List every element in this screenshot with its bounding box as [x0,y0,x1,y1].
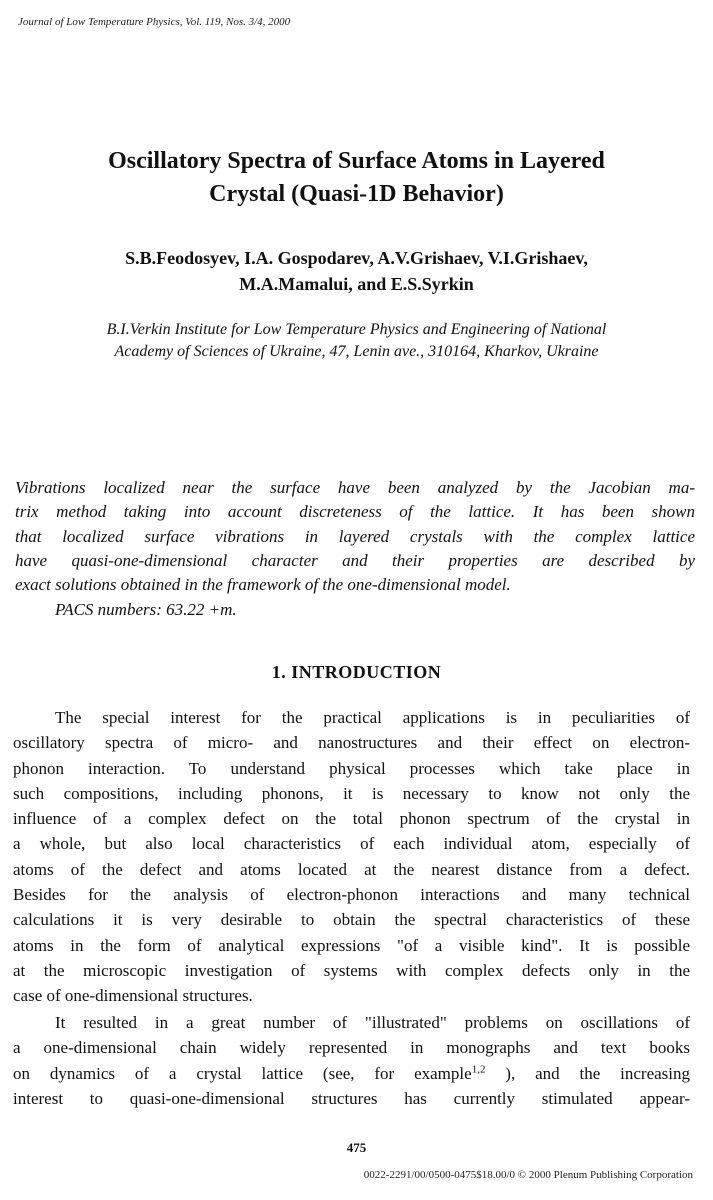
abstract-line: that localized surface vibrations in layered crystals with the complex lattice [15,526,695,546]
affiliation-line-1: B.I.Verkin Institute for Low Temperature Physics and Engineering of National [106,321,607,338]
paragraph-line: atoms of the defect and atoms located at the nearest distance from a defect. [13,859,690,879]
abstract-line: Vibrations localized near the surface have been analyzed by the Jacobian ma- [15,478,695,497]
page-number: 475 [346,1140,367,1155]
pacs-numbers: PACS numbers: 63.22 +m. [55,600,237,619]
intro-paragraph-1 [13,705,690,1009]
paper-title [0,145,713,211]
paragraph-line: case of one-dimensional structures. [13,986,253,1006]
section-heading: 1. INTRODUCTION [271,662,442,682]
abstract-line: exact solutions obtained in the framework of the one-dimensional model. [15,575,511,595]
paragraph-line: interest to quasi-one-dimensional structures has currently stimulated appear- [13,1088,690,1108]
paragraph-line: phonon interaction. To understand physical processes which take place in [13,758,690,778]
paragraph-line: oscillatory spectra of micro- and nanostructures and their effect on electron- [13,733,690,753]
title-line-2: Crystal (Quasi-1D Behavior) [209,181,504,207]
journal-header: Journal of Low Temperature Physics, Vol. 119, Nos. 3/4, 2000 [18,16,291,28]
paragraph-line: a one-dimensional chain widely represented in monographs and text books [13,1038,690,1058]
title-line-1: Oscillatory Spectra of Surface Atoms in Layered [108,148,605,174]
paragraph-line [13,1061,690,1086]
paragraph-line: a whole, but also local characteristics of each individual atom, especially of [13,834,690,854]
authors-line-1: S.B.Feodosyev, I.A. Gospodarev, A.V.Grishaev, V.I.Grishaev, [125,248,588,268]
abstract-line: trix method taking into account discreteness of the lattice. It has been shown [15,502,695,522]
abstract-line: have quasi-one-dimensional character and their properties are described by [15,550,695,570]
paragraph-line: such compositions, including phonons, it is necessary to know not only the [13,783,690,803]
authors-line-2: M.A.Mamalui, and E.S.Syrkin [239,274,474,294]
paragraph-line: calculations it is very desirable to obtain the spectral characteristics of these [13,910,690,930]
citation-reference: 1,2 [471,1062,486,1075]
paragraph-line: It resulted in a great number of "illustrated" problems on oscillations of [55,1013,690,1032]
paragraph-line: The special interest for the practical applications is in peculiarities of [55,708,690,727]
paragraph-line: at the microscopic investigation of systems with complex defects only in the [13,960,690,980]
intro-paragraph-2 [13,1010,690,1111]
paragraph-line: atoms in the form of analytical expressions "of a visible kind". It is possible [13,935,690,955]
affiliation-line-2: Academy of Sciences of Ukraine, 47, Lenin ave., 310164, Kharkov, Ukraine [114,343,599,360]
author-list [20,245,693,297]
citation-text-after: ), and the increasing [485,1063,690,1083]
abstract [15,476,695,597]
affiliation [24,319,689,363]
copyright-footer: 0022-2291/00/0500-0475$18.00/0 © 2000 Plenum Publishing Corporation [363,1169,693,1181]
paragraph-line: Besides for the analysis of electron-phonon interactions and many technical [13,885,690,905]
paragraph-line: influence of a complex defect on the total phonon spectrum of the crystal in [13,809,690,829]
citation-text: on dynamics of a crystal lattice (see, for example [13,1063,472,1083]
